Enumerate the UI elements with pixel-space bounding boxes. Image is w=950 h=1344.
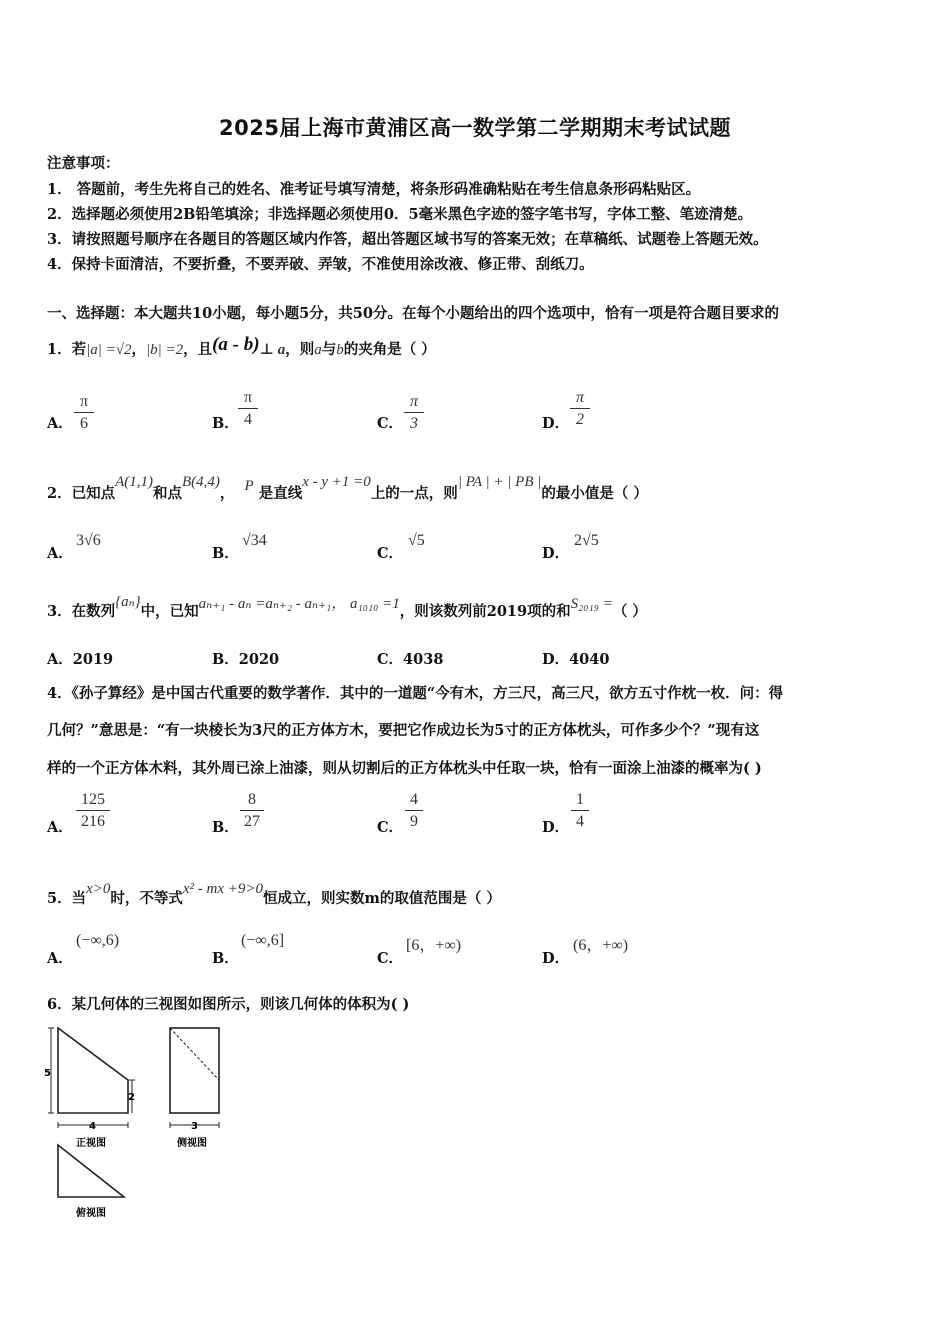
q5-option-b-label: B． bbox=[212, 950, 239, 967]
q4-option-c-label: C． bbox=[377, 819, 404, 836]
q2-math-a: A(1,1) bbox=[115, 474, 153, 490]
q5-num: 5． bbox=[47, 890, 72, 907]
q1-option-b-value: $\frac{\pi}{4}$ bbox=[238, 388, 258, 431]
q5-text-1: 当 bbox=[71, 890, 87, 907]
q1-text-5: 与 bbox=[321, 341, 337, 358]
notes-heading: 注意事项： bbox=[47, 155, 120, 172]
top-view-shape bbox=[58, 1145, 124, 1197]
q2-option-d-value: 2√5 bbox=[574, 532, 599, 549]
top-view-label: 俯视图 bbox=[76, 1208, 106, 1219]
q1-math-perp: ⊥ a bbox=[259, 342, 286, 358]
note-item-2: 2．选择题必须使用2B铅笔填涂；非选择题必须使用0．5毫米黑色字迹的签字笔书写，字体工整、笔迹清楚。 bbox=[47, 206, 753, 223]
q5-option-d-value: (6，+∞) bbox=[573, 937, 629, 954]
q5-option-b-value: (−∞,6] bbox=[241, 932, 285, 949]
q1-num: 1． bbox=[47, 341, 72, 358]
question-5 bbox=[47, 881, 501, 908]
q5-option-c-value: [6，+∞) bbox=[406, 937, 462, 954]
q5-text-3: 恒成立，则实数 bbox=[263, 890, 365, 907]
q1-option-d-value: $\frac{\pi}{2}$ bbox=[570, 388, 590, 431]
q1-text-3: ，且 bbox=[183, 341, 213, 358]
q2-text-5: 上的一点，则 bbox=[370, 485, 458, 502]
q2-math-sum: | PA | + | PB | bbox=[457, 474, 542, 490]
q5-math-cond: x>0 bbox=[86, 881, 111, 897]
q2-math-b: B(4,4) bbox=[182, 474, 220, 490]
q1-option-b-label: B． bbox=[212, 415, 239, 432]
q1-math-b2: b bbox=[336, 342, 344, 358]
q5-option-c-label: C． bbox=[377, 950, 404, 967]
q3-option-b: B．2020 bbox=[212, 651, 280, 668]
q4-line-3: 样的一个正方体木料，其外周已涂上油漆，则从切割后的正方体枕头中任取一块，恰有一面涂上油漆的概率为( ) bbox=[47, 760, 762, 777]
q4-option-b-value: $\frac{8}{27}$ bbox=[240, 790, 264, 833]
q3-math-seq: {aₙ} bbox=[115, 594, 141, 610]
q3-num: 3． bbox=[47, 603, 72, 620]
q3-math-sum: S₂₀₁₉ = bbox=[570, 596, 613, 612]
q3-text-3: ，则该数列前 bbox=[399, 603, 487, 620]
front-view-label: 正视图 bbox=[76, 1138, 106, 1149]
q1-text-6: 的夹角是（ ） bbox=[343, 341, 436, 358]
note-item-1: 1． 答题前，考生先将自己的姓名、准考证号填写清楚，将条形码准确粘贴在考生信息条形码粘贴区。 bbox=[47, 181, 701, 198]
q1-option-c-value: $\frac{\pi}{3}$ bbox=[404, 392, 424, 435]
q5-option-a-value: (−∞,6) bbox=[76, 932, 120, 949]
q3-math-cond: aₙ₊₁ - aₙ =aₙ₊₂ - aₙ₊₁， a₁₀₁₀ =1 bbox=[198, 596, 400, 612]
q2-text-6: 的最小值是（ ） bbox=[541, 485, 648, 502]
q1-math-a: |a| =√2 bbox=[86, 342, 132, 358]
q3-option-a: A．2019 bbox=[47, 651, 114, 668]
q4-option-d-value: $\frac{1}{4}$ bbox=[571, 790, 589, 833]
q1-option-c-label: C． bbox=[377, 415, 404, 432]
dim-width-label: 4 bbox=[89, 1121, 96, 1132]
front-view-shape bbox=[58, 1028, 128, 1113]
q1-option-a-label: A． bbox=[47, 415, 73, 432]
q5-option-a-label: A． bbox=[47, 950, 73, 967]
q3-text-2: 中，已知 bbox=[140, 603, 199, 620]
dim-right-label: 2 bbox=[128, 1092, 135, 1103]
q2-text-3: ， bbox=[219, 485, 235, 502]
q2-option-c-value: √5 bbox=[408, 532, 425, 549]
side-view-label: 侧视图 bbox=[177, 1138, 207, 1149]
question-3 bbox=[47, 594, 647, 621]
dim-height-label: 5 bbox=[44, 1068, 51, 1079]
q1-option-d-label: D． bbox=[542, 415, 570, 432]
side-view-shape bbox=[170, 1028, 219, 1113]
q1-text-2: ， bbox=[131, 341, 146, 358]
dim-side-label: 3 bbox=[191, 1121, 198, 1132]
q2-option-c-label: C． bbox=[377, 545, 404, 562]
q4-option-b-label: B． bbox=[212, 819, 239, 836]
q2-text-2: 和点 bbox=[153, 485, 182, 502]
q2-text-1: 已知点 bbox=[71, 485, 116, 502]
q3-text-3b: 2019 bbox=[486, 603, 528, 620]
q2-option-b-value: √34 bbox=[242, 532, 267, 549]
question-1 bbox=[47, 334, 436, 360]
page-title: 2025届上海市黄浦区高一数学第二学期期末考试试题 bbox=[219, 116, 731, 140]
q4-option-a-value: $\frac{125}{216}$ bbox=[76, 790, 110, 833]
q2-option-a-value: 3√6 bbox=[76, 532, 101, 549]
q3-text-4: （ ） bbox=[612, 603, 647, 620]
q1-text-1: 若 bbox=[71, 341, 87, 358]
q5-text-2: 时，不等式 bbox=[110, 890, 183, 907]
q2-option-a-label: A． bbox=[47, 545, 73, 562]
q3-option-c: C．4038 bbox=[377, 651, 444, 668]
q3-option-d: D．4040 bbox=[542, 651, 610, 668]
three-view-figure bbox=[40, 1020, 240, 1225]
q2-option-d-label: D． bbox=[542, 545, 570, 562]
q3-text-1: 在数列 bbox=[71, 603, 116, 620]
q5-math-ineq: x² - mx +9>0 bbox=[182, 881, 264, 897]
q2-math-p: P bbox=[244, 478, 254, 494]
q2-math-line: x - y +1 =0 bbox=[302, 474, 371, 490]
note-item-3: 3．请按照题号顺序在各题目的答题区域内作答，超出答题区域书写的答案无效；在草稿纸、试题卷上答题无效。 bbox=[47, 231, 768, 248]
q4-line-1: 4．《孙子算经》是中国古代重要的数学著作．其中的一道题“今有木，方三尺，高三尺，欲方五寸作枕一枚．问：得 bbox=[47, 685, 784, 702]
section-heading: 一、选择题：本大题共10小题，每小题5分，共50分。在每个小题给出的四个选项中，恰有一项是符合题目要求的 bbox=[47, 305, 779, 322]
q1-math-vec: (a - b) bbox=[212, 334, 260, 355]
question-2 bbox=[47, 474, 648, 503]
q1-math-a2: a bbox=[314, 342, 322, 358]
q2-text-4: 是直线 bbox=[258, 485, 303, 502]
q4-option-c-value: $\frac{4}{9}$ bbox=[405, 790, 423, 833]
q4-line-2: 几何？”意思是：“有一块棱长为3尺的正方体方木，要把它作成边长为5寸的正方体枕头，可作多少个？”现有这 bbox=[47, 722, 760, 739]
note-item-4: 4．保持卡面清洁，不要折叠，不要弄破、弄皱，不准使用涂改液、修正带、刮纸刀。 bbox=[47, 256, 594, 273]
q4-option-d-label: D． bbox=[542, 819, 570, 836]
q2-option-b-label: B． bbox=[212, 545, 239, 562]
q5-text-3b: m bbox=[364, 890, 380, 907]
q5-text-3c: 的取值范围是（ ） bbox=[379, 890, 501, 907]
side-view-hidden-edge bbox=[170, 1028, 219, 1080]
q5-option-d-label: D． bbox=[542, 950, 570, 967]
q1-option-a-value: $\frac{\pi}{6}$ bbox=[74, 392, 94, 435]
question-6: 6．某几何体的三视图如图所示，则该几何体的体积为( ) bbox=[47, 996, 410, 1013]
q4-option-a-label: A． bbox=[47, 819, 73, 836]
q1-text-4: ，则 bbox=[285, 341, 315, 358]
q1-math-b: |b| =2 bbox=[145, 342, 184, 358]
q2-num: 2． bbox=[47, 485, 72, 502]
q3-text-3c: 项的和 bbox=[527, 603, 571, 620]
